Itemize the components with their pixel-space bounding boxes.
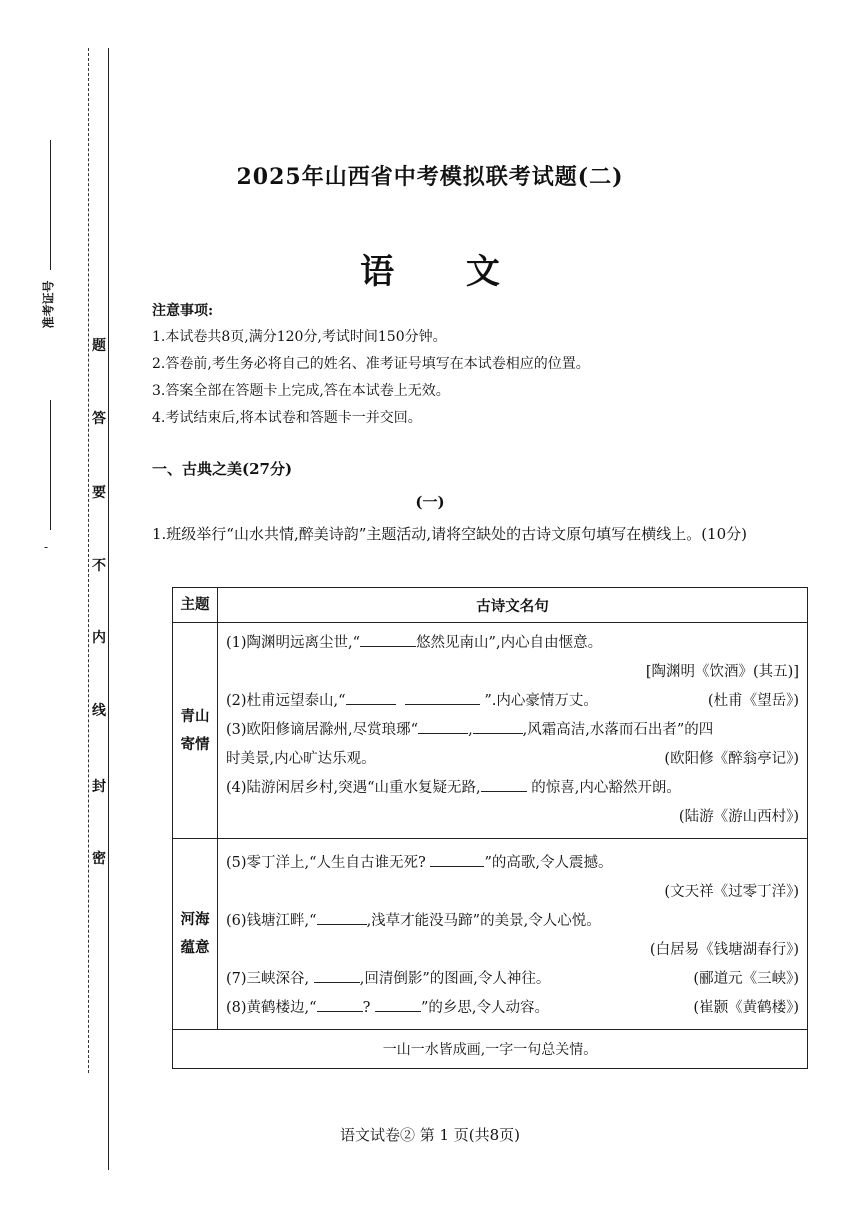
- line-text: 时美景,内心旷达乐观。: [226, 751, 376, 767]
- admit-number-label: 准考证号: [41, 280, 56, 329]
- answer-blank[interactable]: [317, 995, 363, 1012]
- source-citation: (白居易《钱塘湖春行》): [649, 942, 799, 958]
- notes-item: 4.考试结束后,将本试卷和答题卡一并交回。: [152, 410, 422, 426]
- notes-item: 3.答案全部在答题卡上完成,答在本试卷上无效。: [152, 383, 450, 399]
- notes-item: 1.本试卷共8页,满分120分,考试时间150分钟。: [152, 329, 447, 345]
- notes-heading: 注意事项:: [152, 303, 214, 319]
- source-citation: [陶渊明《饮酒》(其五)]: [645, 664, 799, 680]
- line-text: (8)黄鹤楼边,“: [226, 1000, 317, 1016]
- line-text: 悠然见南山”,内心自由惬意。: [416, 635, 603, 651]
- theme-label: 河海蕴意: [180, 911, 210, 956]
- line-text: ”.内心豪情万丈。: [484, 693, 598, 709]
- binding-dashed-line: [88, 48, 89, 1073]
- answer-blank[interactable]: [346, 688, 396, 705]
- line-text: 的惊喜,内心豁然开朗。: [531, 780, 681, 796]
- part-title: (一): [415, 493, 445, 511]
- question-line: [226, 965, 799, 994]
- line-text: ”的乡思,令人动容。: [420, 1000, 549, 1016]
- margin-char: 线: [92, 703, 106, 719]
- binding-solid-line: [108, 48, 109, 1170]
- line-text: (3)欧阳修谪居滁州,尽赏琅琊“: [226, 722, 419, 738]
- line-text: 风霜高洁,水落而石出者”的四: [527, 722, 714, 738]
- source-citation: (欧阳修《醉翁亭记》): [664, 751, 799, 767]
- exam-title: 2025年山西省中考模拟联考试题(二): [236, 164, 624, 190]
- line-text: ?: [362, 1000, 371, 1016]
- theme-cell-mountain: [173, 623, 218, 839]
- margin-char: 答: [92, 411, 106, 427]
- content-cell: [218, 839, 808, 1030]
- theme-label: 青山寄情: [180, 707, 210, 753]
- margin-char: 内: [92, 630, 106, 646]
- question-line: [226, 849, 799, 878]
- question-line: (3)欧阳修谪居滁州,尽赏琅琊“ , ,风霜高洁,水落而石出者”的四: [226, 716, 799, 745]
- answer-blank[interactable]: [418, 717, 468, 734]
- line-text: (5)零丁洋上,“人生自古谁无死?: [226, 855, 426, 871]
- question-line: [226, 629, 799, 658]
- question-line: [226, 774, 799, 803]
- subject-title: 语 文: [360, 252, 500, 292]
- answer-blank[interactable]: [375, 995, 421, 1012]
- answer-blank[interactable]: [314, 966, 360, 983]
- answer-blank[interactable]: [430, 850, 484, 867]
- content-cell: [218, 623, 808, 839]
- source-citation: (文天祥《过零丁洋》): [664, 884, 799, 900]
- answer-blank[interactable]: [317, 908, 367, 925]
- line-text: ,浅草才能没马蹄”的美景,令人心悦。: [366, 913, 601, 929]
- page-number: 语文试卷② 第 1 页(共8页): [339, 1126, 521, 1144]
- line-text: (7)三峡深谷,: [226, 971, 310, 987]
- table-header-theme: 主题: [173, 588, 218, 623]
- question-line: [226, 687, 799, 716]
- source-citation: (崔颢《黄鹤楼》): [693, 1000, 799, 1016]
- margin-char: 密: [92, 851, 106, 867]
- answer-blank[interactable]: [360, 630, 416, 647]
- line-text: (6)钱塘江畔,“: [226, 913, 317, 929]
- line-text: (1)陶渊明远离尘世,“: [226, 635, 361, 651]
- notes-block: [152, 300, 590, 432]
- margin-char: 要: [92, 485, 106, 501]
- table-header-content: 古诗文名句: [218, 588, 808, 623]
- margin-tick: -: [44, 540, 49, 554]
- margin-char: 不: [92, 558, 106, 574]
- source-citation: (郦道元《三峡》): [693, 971, 799, 987]
- answer-blank[interactable]: [481, 775, 527, 792]
- notes-item: 2.答卷前,考生务必将自己的姓名、准考证号填写在本试卷相应的位置。: [152, 356, 590, 372]
- line-text: ,回清倒影”的图画,令人神往。: [359, 971, 551, 987]
- margin-char: 题: [92, 338, 106, 354]
- question-line: [226, 907, 799, 936]
- question-line: [226, 994, 799, 1023]
- line-text: ”的高歌,令人震撼。: [484, 855, 613, 871]
- margin-char: 封: [92, 779, 106, 795]
- table-footer: 一山一水皆成画,一字一句总关情。: [173, 1030, 808, 1069]
- source-citation: (杜甫《望岳》): [707, 693, 799, 709]
- question-text: 1.班级举行“山水共情,醉美诗韵”主题活动,请将空缺处的古诗文原句填写在横线上。(10分): [152, 525, 747, 543]
- answer-blank[interactable]: [405, 688, 480, 705]
- poetry-table: [172, 587, 808, 1069]
- source-citation: (陆游《游山西村》): [678, 809, 799, 825]
- answer-blank[interactable]: [473, 717, 523, 734]
- question-line: [226, 745, 799, 774]
- line-text: (4)陆游闲居乡村,突遇“山重水复疑无路,: [226, 780, 481, 796]
- theme-cell-river: [173, 839, 218, 1030]
- line-text: (2)杜甫远望泰山,“: [226, 693, 346, 709]
- section-title: 一、古典之美(27分): [152, 460, 293, 478]
